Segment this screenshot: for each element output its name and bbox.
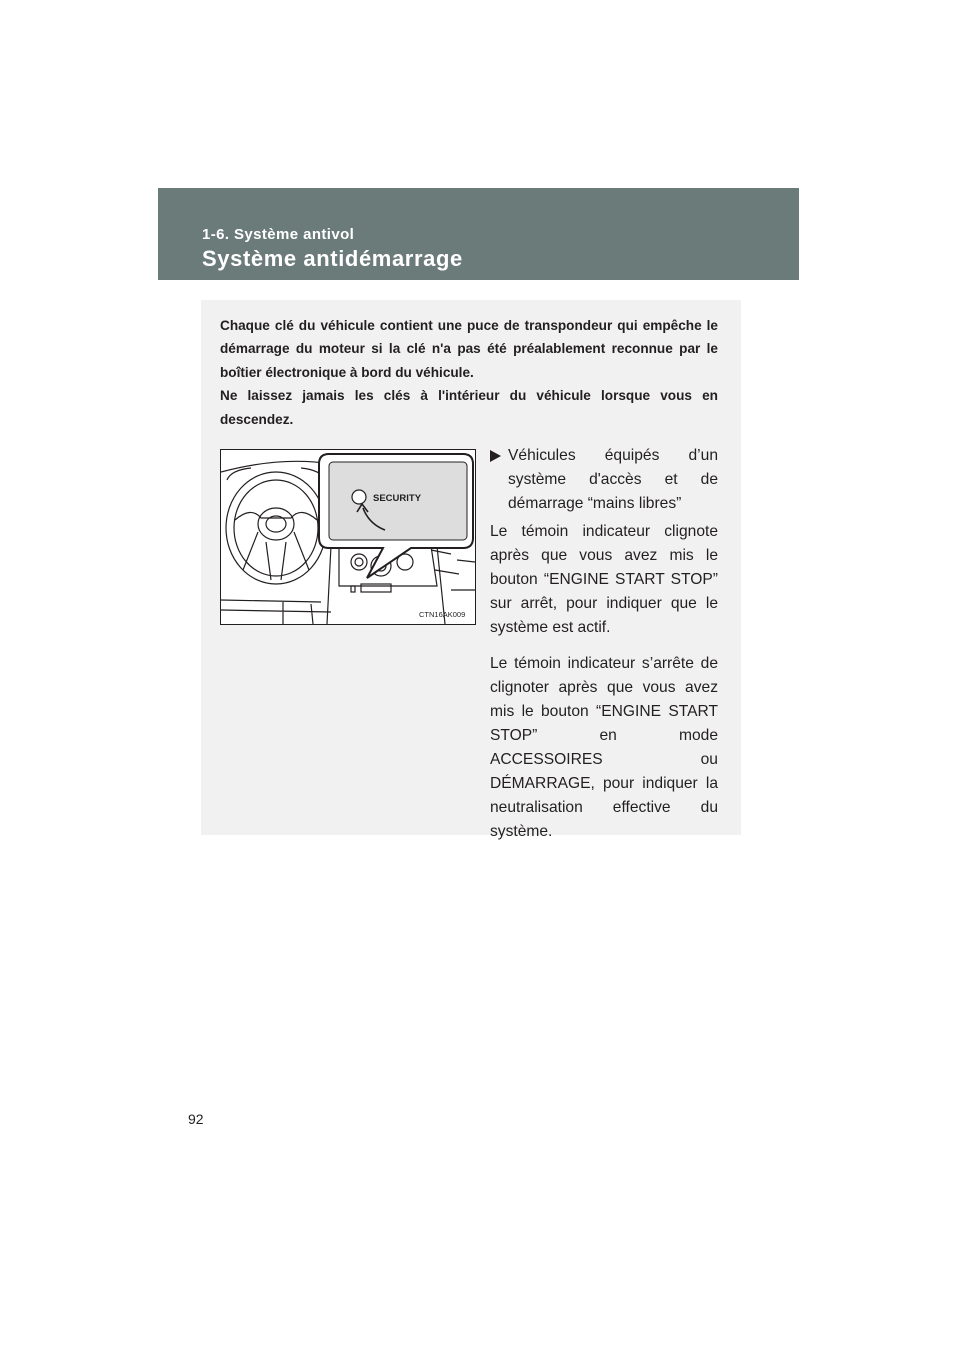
dashboard-drawing [221, 450, 475, 624]
intro-paragraph: Chaque clé du véhicule contient une puce de transpondeur qui empêche le démarrage du moteur si la clé n'a pas été préalablement reconnue par le boîtier électronique à bord du véhicule. [220, 318, 718, 380]
right-column [490, 444, 718, 856]
page-number: 92 [188, 1111, 204, 1127]
content-box [201, 300, 741, 840]
warning-paragraph: Ne laissez jamais les clés à l'intérieur du véhicule lorsque vous en descendez. [220, 388, 718, 427]
security-indicator-icon [352, 490, 366, 504]
chapter-header [158, 188, 799, 280]
dashboard-illustration [220, 449, 476, 625]
variant-heading [490, 444, 718, 516]
figure-code: CTN16AK009 [419, 610, 466, 619]
callout-bubble [319, 454, 473, 578]
page-title: Système antidémarrage [202, 246, 463, 271]
steering-hub [258, 508, 294, 540]
intro-text [220, 314, 718, 431]
triangle-bullet-icon [490, 450, 501, 462]
section-label: 1-6. Système antivol [202, 226, 355, 243]
security-label: SECURITY [373, 493, 422, 504]
indicator-active-paragraph: Le témoin indicateur clignote après que vous avez mis le bouton “ENGINE START STOP” sur arrêt, pour indiquer que le système est actif. [490, 523, 718, 636]
indicator-stop-paragraph: Le témoin indicateur s’arrête de clignoter après que vous avez mis le bouton “ENGINE START STOP” en mode ACCESSOIRES ou DÉMARRAGE, pour indiquer la neutralisation effective du système. [490, 655, 718, 840]
steering-wheel-rim [226, 472, 326, 584]
variant-heading-text: Véhicules équipés d’un système d'accès et de démarrage “mains libres” [508, 447, 718, 512]
